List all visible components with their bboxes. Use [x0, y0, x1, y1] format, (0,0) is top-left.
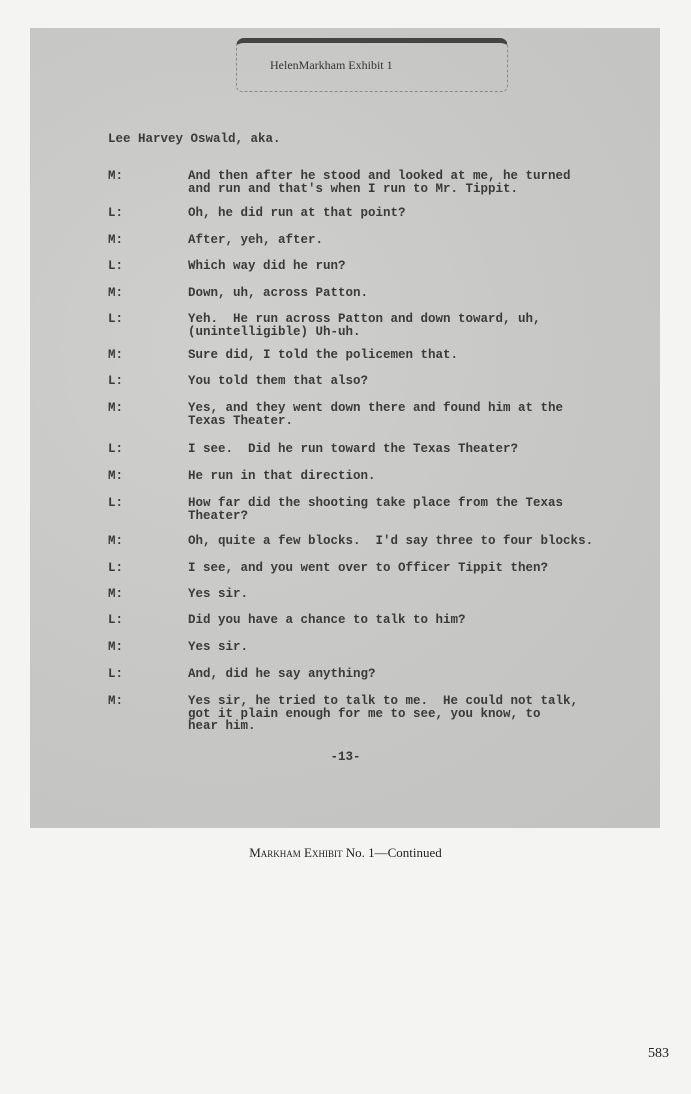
utterance-text: He run in that direction. [188, 469, 376, 483]
speaker-label: L: [108, 496, 124, 510]
utterance-text: Which way did he run? [188, 259, 346, 273]
speaker-label: M: [108, 401, 124, 415]
utterance-text: You told them that also? [188, 374, 369, 388]
speaker-label: M: [108, 469, 124, 483]
page-number: 583 [648, 1046, 669, 1061]
utterance-text: Yes, and they went down there and found him at the Texas Theater. [188, 401, 564, 428]
utterance-text: How far did the shooting take place from the Texas Theater? [188, 496, 564, 523]
utterance-text: I see, and you went over to Officer Tippit then? [188, 561, 549, 575]
utterance-text: Down, uh, across Patton. [188, 286, 369, 300]
speaker-label: M: [108, 286, 124, 300]
utterance-text: After, yeh, after. [188, 233, 324, 247]
speaker-label: M: [108, 587, 124, 601]
speaker-label: L: [108, 667, 124, 681]
speaker-label: L: [108, 613, 124, 627]
utterance-text: Yeh. He run across Patton and down toward, uh, (unintelligible) Uh-uh. [188, 312, 541, 339]
utterance-text: Yes sir. [188, 587, 249, 601]
speaker-label: M: [108, 640, 124, 654]
utterance-text: Sure did, I told the policemen that. [188, 348, 459, 362]
utterance-text: I see. Did he run toward the Texas Theater? [188, 442, 519, 456]
speaker-label: M: [108, 233, 124, 247]
speaker-label: M: [108, 694, 124, 708]
speaker-label: L: [108, 259, 124, 273]
speaker-label: M: [108, 348, 124, 362]
utterance-text: Yes sir, he tried to talk to me. He could not talk, got it plain enough for me to see, you know, to hear him. [188, 694, 579, 733]
document-heading: Lee Harvey Oswald, aka. [108, 132, 281, 146]
speaker-label: L: [108, 206, 124, 220]
utterance-text: Did you have a chance to talk to him? [188, 613, 466, 627]
caption-exhibit: Markham Exhibit [249, 845, 343, 860]
figure-caption [0, 845, 691, 861]
speaker-label: M: [108, 534, 124, 548]
utterance-text: And then after he stood and looked at me, he turned and run and that's when I run to Mr. Tippit. [188, 169, 571, 196]
speaker-label: L: [108, 374, 124, 388]
utterance-text: Yes sir. [188, 640, 249, 654]
utterance-text: Oh, he did run at that point? [188, 206, 406, 220]
speaker-label: L: [108, 312, 124, 326]
speaker-label: M: [108, 169, 124, 183]
transcript-page-number: -13- [330, 750, 361, 764]
caption-rest: No. 1—Continued [342, 845, 442, 860]
utterance-text: Oh, quite a few blocks. I'd say three to four blocks. [188, 534, 594, 548]
speaker-label: L: [108, 442, 124, 456]
utterance-text: And, did he say anything? [188, 667, 376, 681]
exhibit-label: HelenMarkham Exhibit 1 [270, 58, 393, 72]
speaker-label: L: [108, 561, 124, 575]
